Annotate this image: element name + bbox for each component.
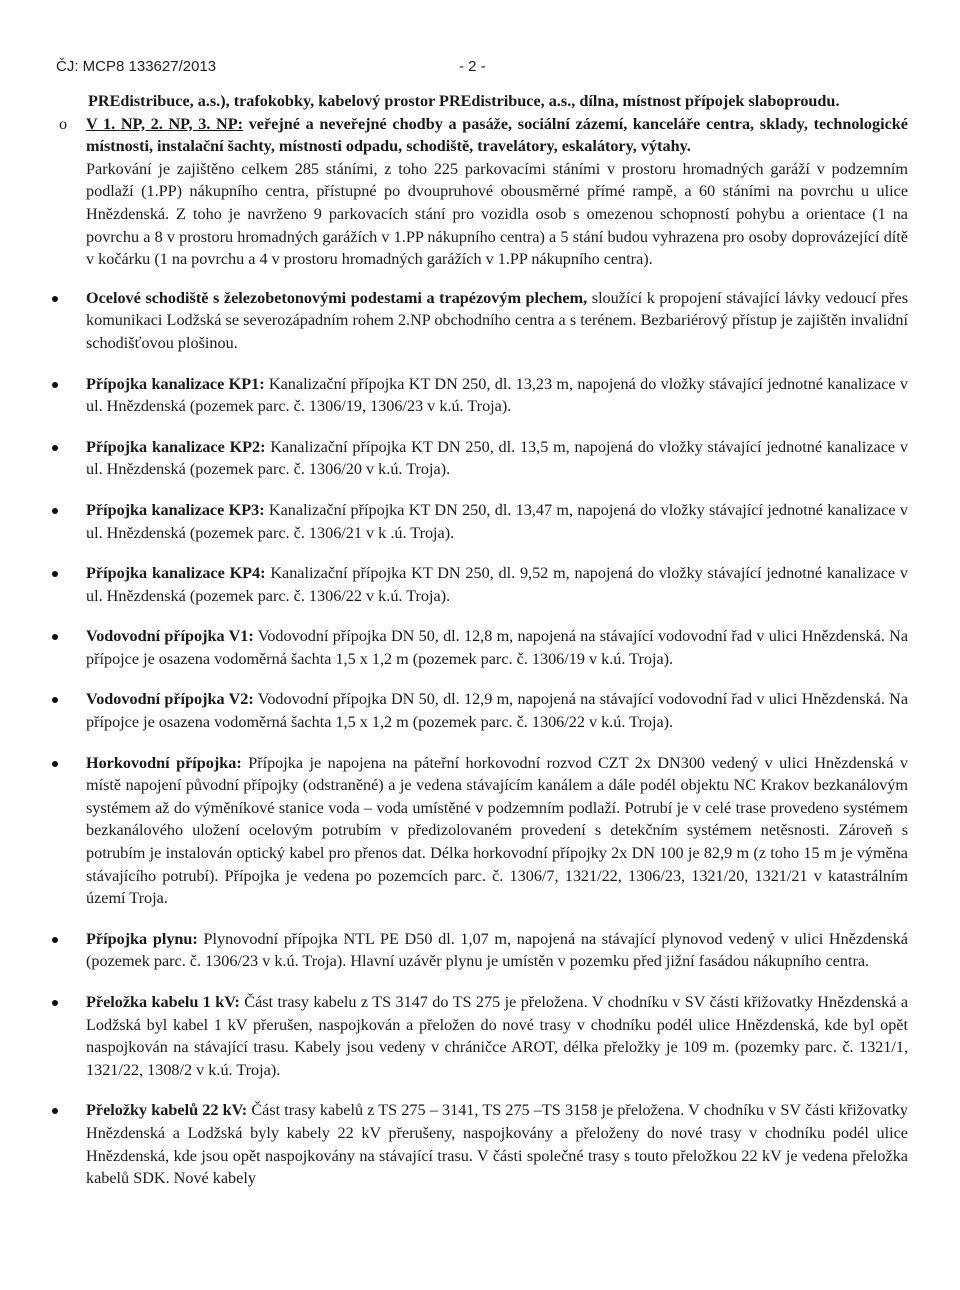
item-text: Přípojka je napojena na páteřní horkovodní rozvod CZT 2x DN300 vedený v ulici Hnězdenská v místě napojení původní přípojky (odstraněné) a je vedena stávajícím kanálem a dále podél objektu NC Krakov bezkanálovým systémem až do výměníkové stanice voda – voda umístěné v podzemním podlaží. Potrubí je v celé trase provedeno systémem bezkanálového uložení ocelovým potrubím v předizolovaném provedení s detekčním systémem netěsnosti. Zároveň s potrubím je instalován optický kabel pro přenos dat. Délka horkovodní přípojky 2x DN 100 je 82,9 m (z toho 15 m je výměna stávajícího potrubí). Přípojka je vedena po pozemcích parc. č. 1306/7, 1321/22, 1306/23, 1321/20, 1321/21 v katastrálním území Troja.: [86, 753, 908, 908]
item-text: Plynovodní přípojka NTL PE D50 dl. 1,07 m, napojená na stávající plynovod vedený v ulici Hnězdenská (pozemek parc. č. 1306/23 v k.ú. Troja). Hlavní uzávěr plynu je umístěn v pozemku před jižní fasádou nákupního centra.: [86, 929, 908, 971]
item-heading: Přípojka kanalizace KP3:: [86, 500, 265, 519]
bullet-icon: [52, 697, 58, 703]
item-heading: Přípojka kanalizace KP2:: [86, 437, 266, 456]
bullet-icon: [52, 445, 58, 451]
item-text: Kanalizační přípojka KT DN 250, dl. 13,23 m, napojená do vložky stávající jednotné kanalizace v ul. Hnězdenská (pozemek parc. č. 1306/19, 1306/23 v k.ú. Troja).: [86, 374, 908, 416]
bullet-icon: [52, 634, 58, 640]
item-heading: Přípojka plynu:: [86, 929, 198, 948]
item-text: Kanalizační přípojka KT DN 250, dl. 13,5 m, napojená do vložky stávající jednotné kanalizace v ul. Hnězdenská (pozemek parc. č. 1306/20 v k.ú. Troja).: [86, 437, 909, 479]
bullet-icon: [52, 382, 58, 388]
intro-continuation: PREdistribuce, a.s.), trafokobky, kabelový prostor PREdistribuce, a.s., dílna, místnost přípojek slaboproudu.: [88, 92, 840, 110]
item-heading: Vodovodní přípojka V2:: [86, 690, 254, 709]
list-item: [86, 752, 908, 910]
bullet-icon: [52, 571, 58, 577]
bullet-icon: [52, 1000, 58, 1006]
list-item: [86, 499, 908, 544]
item-text: Část trasy kabelů z TS 275 – 3141, TS 275 –TS 3158 je přeložena. V chodníku v SV části křižovatky Hnězdenská a Lodžská byly kabely 22 kV přerušeny, naspojkovány a přeloženy do nové trasy v chodníku podél ulice Hnězdenská, kde jsou opět naspojkovány na stávající trasu. V části společné trasy s touto přeložkou 22 kV je vedena přeložka kabelů SDK. Nové kabely: [86, 1101, 908, 1188]
list-item: [86, 373, 908, 418]
bullet-icon: [52, 508, 58, 514]
document-body: [59, 90, 909, 1208]
subitem-label: V 1. NP, 2. NP, 3. NP:: [86, 114, 244, 133]
item-heading: Přeložky kabelů 22 kV:: [86, 1101, 248, 1120]
item-text: sloužící k propojení stávající lávky vedoucí přes komunikaci Lodžská se severozápadním rohem 2.NP obchodního centra a s terénem. Bezbariérový přístup je zajištěn invalidní schodišťovou plošinou.: [86, 288, 908, 352]
document-reference: ČJ: MCP8 133627/2013: [56, 58, 217, 75]
item-text: Část trasy kabelu z TS 3147 do TS 275 je přeložena. V chodníku v SV části křižovatky Hnězdenská a Lodžská byl kabel 1 kV přerušen, naspojkován a přeložen do nové trasy v chodníku podél ulice Hnězdenská, kde byl opět naspojkován na stávající trasu. Kabely jsou vedeny v chráničce AROT, délka přeložky je 109 m. (pozemky parc. č. 1321/1, 1321/22, 1308/2 v k.ú. Troja).: [86, 993, 909, 1079]
parking-paragraph: Parkování je zajištěno celkem 285 stáními, z toho 225 parkovacími stáními v prostoru hromadných garáží v podzemním podlaží (1.PP) nákupního centra, přístupné po dvoupruhové obousměrné přímé rampě, a 60 stáními na povrchu u ulice Hnězdenská. Z toho je navrženo 9 parkovacích stání pro vozidla osob s omezenou schopností pohybu a orientace (1 na povrchu a 8 v prostoru hromadných garážích v 1.PP nákupního centra) a 5 stání budou vyhrazena pro osoby doprovázející dítě v kočárku (1 na povrchu a 4 v prostoru hromadných garážích v 1.PP nákupního centra).: [86, 159, 908, 269]
connections-list: [86, 287, 908, 1190]
item-text: Kanalizační přípojka KT DN 250, dl. 13,47 m, napojená do vložky stávající jednotné kanalizace v ul. Hnězdenská (pozemek parc. č. 1306/21 v k .ú. Troja).: [86, 500, 908, 542]
item-heading: Přípojka kanalizace KP1:: [86, 374, 265, 393]
item-text: Vodovodní přípojka DN 50, dl. 12,8 m, napojená na stávající vodovodní řad v ulici Hnězdenská. Na přípojce je osazena vodoměrná šachta 1,5 x 1,2 m (pozemek parc. č. 1306/19 v k.ú. Troja).: [86, 627, 909, 668]
list-item: [86, 1099, 908, 1189]
list-item: [86, 625, 908, 670]
item-heading: Horkovodní přípojka:: [86, 753, 242, 772]
subitem-text: veřejné a neveřejné chodby a pasáže, sociální zázemí, kanceláře centra, sklady, technologické místnosti, instalační šachty, místnosti odpadu, schodiště, travelátory, eskalátory, výtahy.: [86, 114, 908, 156]
floor-subitem: [59, 113, 908, 158]
list-item: [86, 928, 908, 973]
list-item: [86, 287, 908, 355]
bullet-icon: [52, 296, 58, 302]
subitem-marker: o: [59, 114, 68, 133]
list-item: [86, 688, 908, 733]
item-heading: Vodovodní přípojka V1:: [86, 627, 254, 646]
item-heading: Přeložka kabelu 1 kV:: [86, 993, 240, 1011]
item-text: Kanalizační přípojka KT DN 250, dl. 9,52 m, napojená do vložky stávající jednotné kanalizace v ul. Hnězdenská (pozemek parc. č. 1306/22 v k.ú. Troja).: [86, 564, 909, 605]
list-item: [86, 436, 908, 481]
item-heading: Přípojka kanalizace KP4:: [86, 564, 266, 583]
bullet-icon: [52, 937, 58, 943]
page-number: - 2 -: [459, 58, 486, 75]
item-heading: Ocelové schodiště s železobetonovými podestami a trapézovým plechem,: [86, 288, 588, 307]
list-item: [86, 562, 908, 607]
item-text: Vodovodní přípojka DN 50, dl. 12,9 m, napojená na stávající vodovodní řad v ulici Hnězdenská. Na přípojce je osazena vodoměrná šachta 1,5 x 1,2 m (pozemek parc. č. 1306/22 v k.ú. Troja).: [86, 690, 909, 732]
list-item: [86, 991, 908, 1081]
bullet-icon: [52, 1108, 58, 1114]
bullet-icon: [52, 761, 58, 767]
